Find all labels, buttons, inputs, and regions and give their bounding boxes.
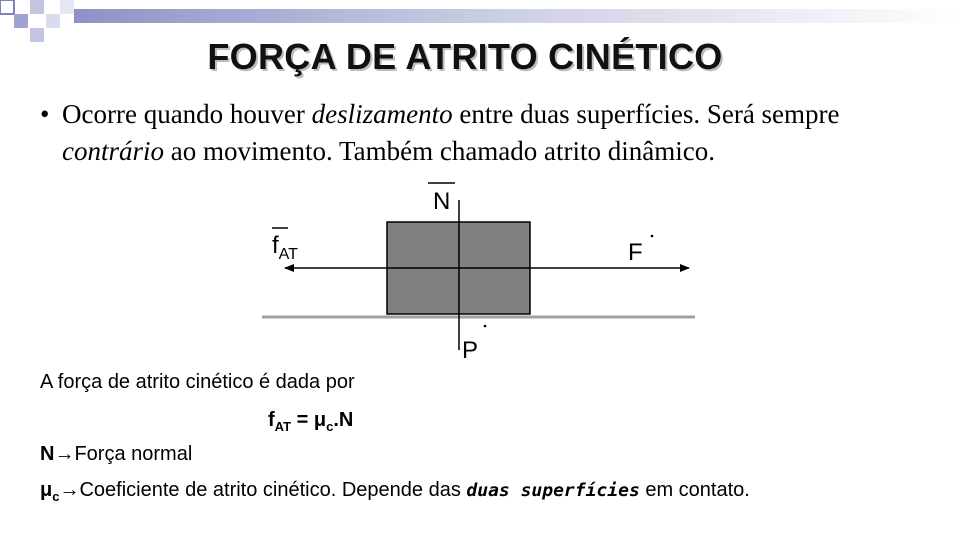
bullet-text: Ocorre quando houver deslizamento entre duas superfícies. Será sempre contrário ao movimento. Também chamado atrito dinâmico. [62,99,840,166]
friction-formula: $f_{AT} = \mu_c.N$ [268,409,354,434]
force-label: F [628,239,643,266]
formula-intro: A força de atrito cinético é dada por [40,371,355,393]
weight-label: P [462,337,479,364]
slide-title: FORÇA DE ATRITO CINÉTICO [207,36,723,77]
bullet-marker: • [40,99,50,129]
weight-vector-dot [484,325,487,328]
normal-label: N [433,188,451,215]
force-vector-dot [651,235,654,238]
definition-coefficient: $\mu_c\to Coeficiente$ de atrito cinético. Depende das duas superfícies em contato. [40,479,750,504]
definition-normal: N→Força normal [40,443,193,465]
friction-label: $f_{AT}$ [272,232,298,263]
